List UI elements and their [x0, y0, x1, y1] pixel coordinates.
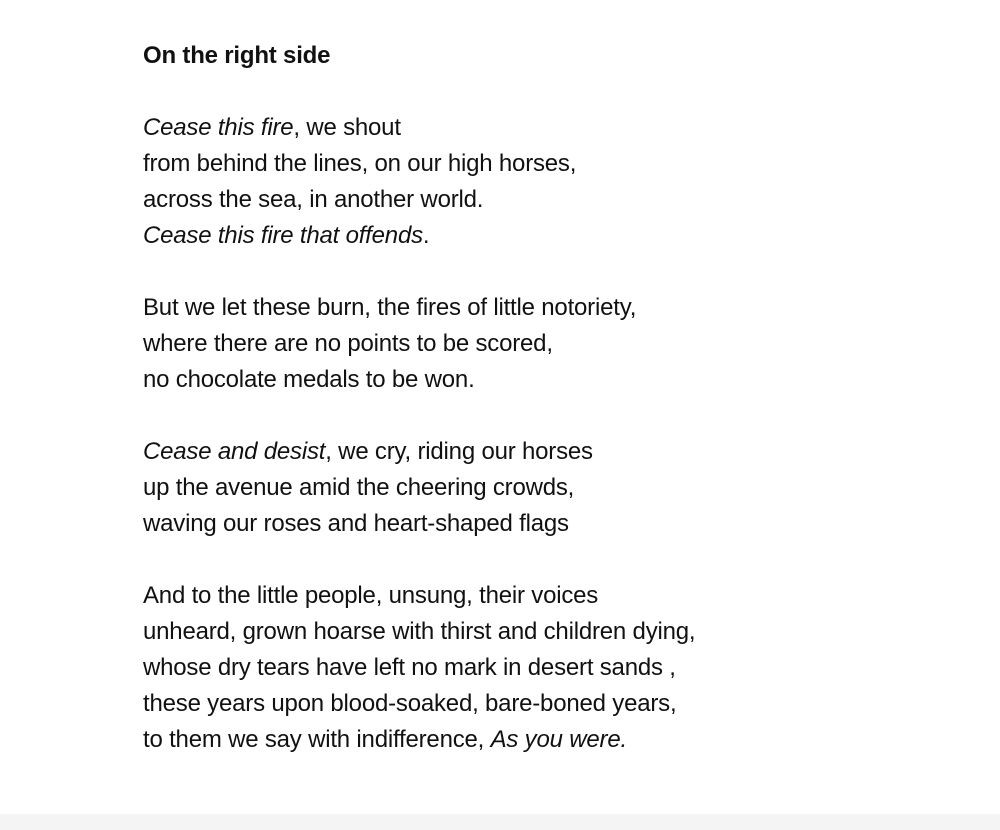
poem-line	[143, 434, 963, 470]
italic-phrase: Cease this fire	[143, 114, 294, 141]
italic-phrase: As you were.	[490, 726, 627, 753]
poem-line: where there are no points to be scored,	[143, 330, 553, 357]
poem-line: But we let these burn, the fires of little notoriety,	[143, 294, 637, 321]
stanza-1	[143, 110, 963, 254]
poem-line	[143, 218, 963, 254]
poem-line	[143, 110, 963, 146]
poem	[143, 38, 963, 758]
poem-line: unheard, grown hoarse with thirst and children dying,	[143, 618, 696, 645]
italic-phrase: Cease and desist	[143, 438, 326, 465]
poem-line: these years upon blood-soaked, bare-boned years,	[143, 690, 677, 717]
poem-line: across the sea, in another world.	[143, 186, 484, 213]
stanza-3	[143, 434, 963, 542]
page-bottom-edge	[0, 814, 1000, 830]
poem-line: whose dry tears have left no mark in desert sands ,	[143, 654, 676, 681]
poem-line: no chocolate medals to be won.	[143, 366, 475, 393]
stanza-2	[143, 290, 963, 398]
line-text: to them we say with indifference,	[143, 726, 491, 753]
line-text: , we shout	[293, 114, 401, 141]
stanza-4	[143, 578, 963, 758]
poem-line: from behind the lines, on our high horses,	[143, 150, 577, 177]
poem-line: And to the little people, unsung, their voices	[143, 582, 599, 609]
poem-line: waving our roses and heart-shaped flags	[143, 510, 569, 537]
line-text: .	[422, 222, 430, 249]
italic-phrase: Cease this fire that offends	[143, 222, 423, 249]
poem-title: On the right side	[143, 42, 331, 69]
poem-line: up the avenue amid the cheering crowds,	[143, 474, 575, 501]
line-text: , we cry, riding our horses	[325, 438, 593, 465]
poem-line	[143, 722, 963, 758]
